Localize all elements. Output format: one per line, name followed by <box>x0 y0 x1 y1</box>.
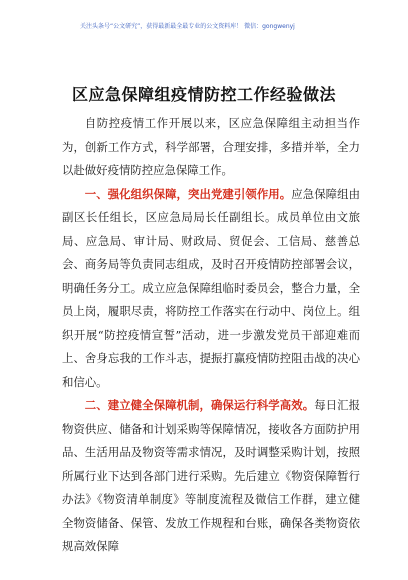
section-2-heading: 二、建立健全保障机制，确保运行科学高效。 <box>84 398 315 412</box>
section-1-heading: 一、强化组织保障，突出党建引领作用。 <box>84 186 292 201</box>
section-2-paragraph <box>62 394 360 559</box>
promo-banner: 关注头条号“公文研究”，获得最新最全最专业的公文资料库！ 微信：gongwenyj <box>80 23 295 30</box>
paragraph-text: 应急保障组由副区长任组长，区应急局局长任副组长。成员单位由文旅局、应急局、审计局、财政局、贸促会、工信局、慈善总会、商务局等负责同志组成，及时召开疫情防控部署会议，明确任务分工。成立应急保障组临时委员会，整合力量，全员上岗，履职尽责，将防控工作落实在行动中、岗位上。组织开展“防控疫情宣誓”活动，进一步激发党员干部迎难而上、舍身忘我的工作斗志，提振打赢疫情防控阻击战的决心和信心。 <box>62 186 360 389</box>
paragraph-text: 每日汇报物资供应、储备和计划采购等保障情况，接收各方面防护用品、生活用品及物资等需求情况，及时调整采购计划，按照所属行业下达到各部门进行采购。先后建立《物资保障暂行办法》《物资清单制度》等制度流程及微信工作群，建立健全物资储备、保管、发放工作规程和台账，确保各类物资依规高效保障 <box>62 398 360 553</box>
section-1-paragraph <box>62 183 360 395</box>
document-body <box>62 112 360 559</box>
intro-paragraph <box>62 112 360 183</box>
document-title: 区应急保障组疫情防控工作经验做法 <box>71 85 336 104</box>
paragraph-text: 自防控疫情工作开展以来，区应急保障组主动担当作为，创新工作方式，科学部署，合理安排，多措并举，全力以赴做好疫情防控应急保障工作。 <box>62 116 360 177</box>
